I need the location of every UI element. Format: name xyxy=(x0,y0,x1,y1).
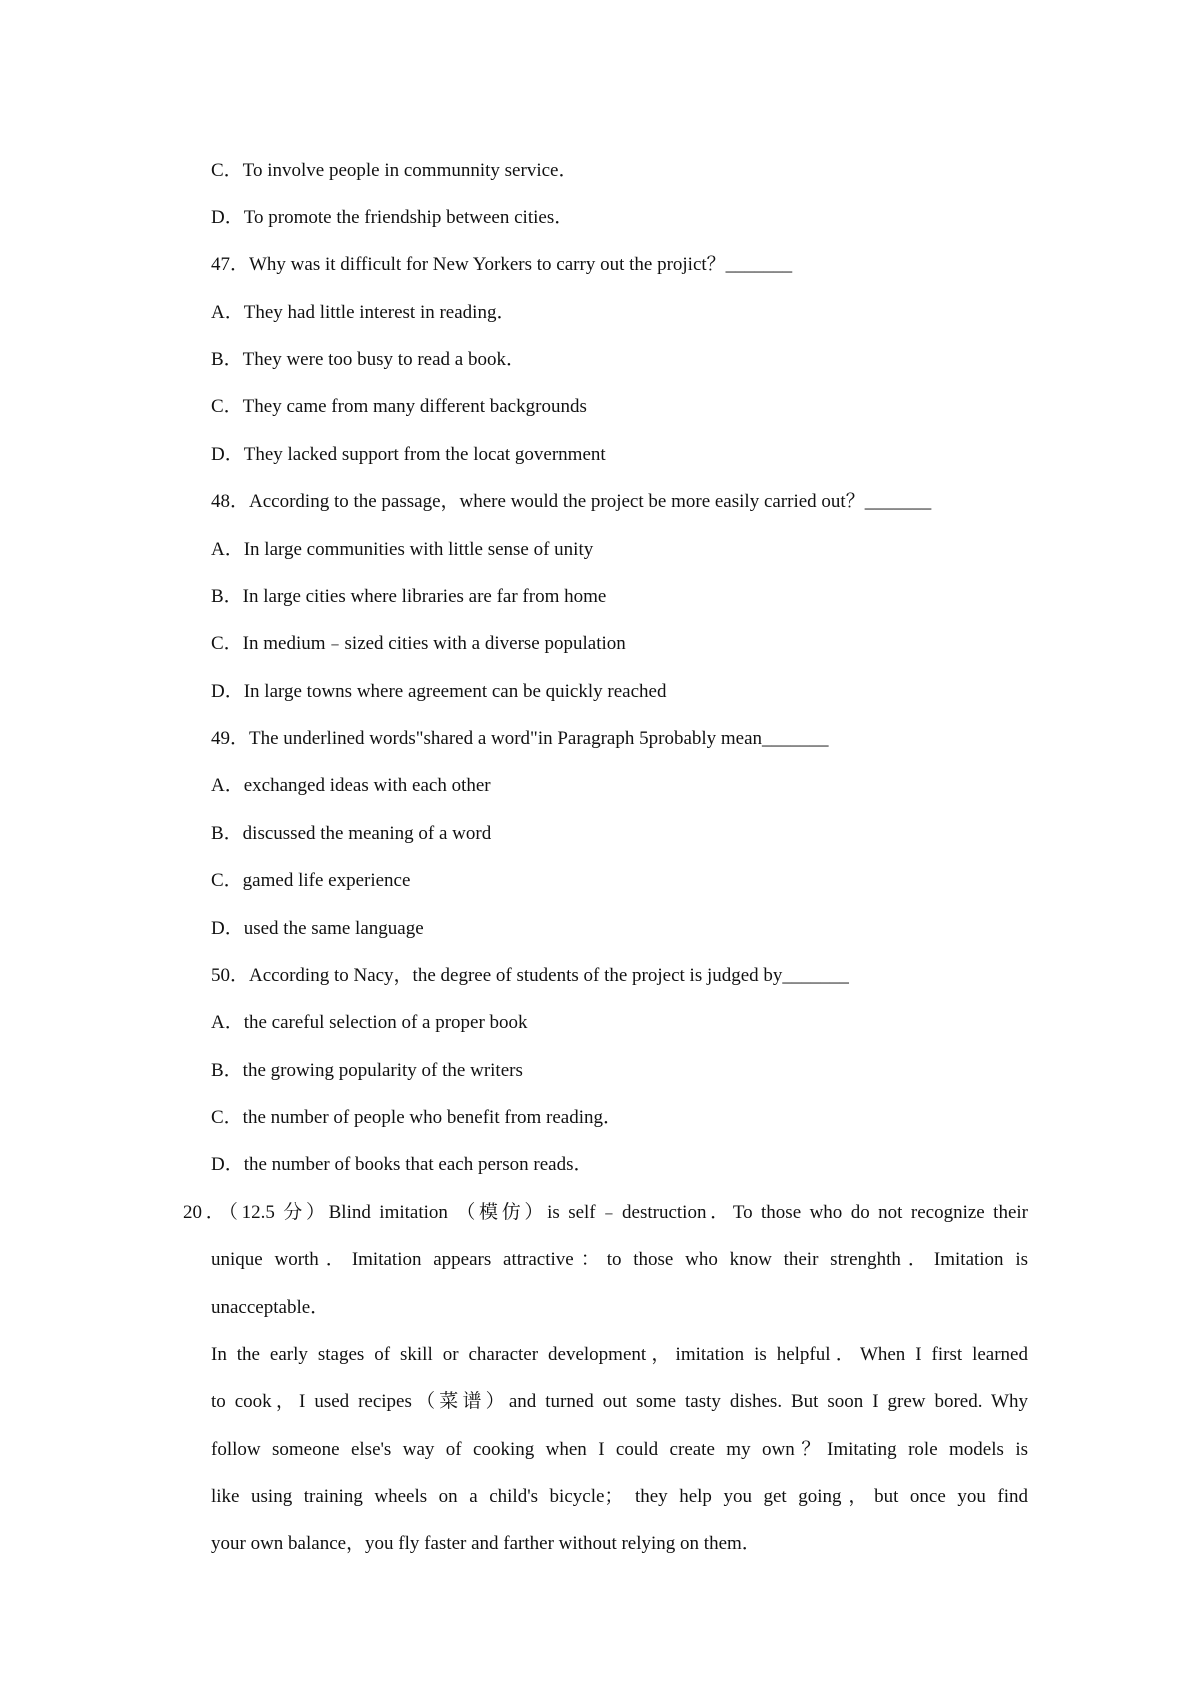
q20-line-1: 20．（12.5 分）Blind imitation （模仿）is self﹣destruction．To those who do not recognize their xyxy=(183,1202,1028,1223)
q47-option-a: A．They had little interest in reading． xyxy=(211,302,516,323)
q49-option-d: D．used the same language xyxy=(211,918,424,939)
q46-option-c: C．To involve people in communnity service． xyxy=(211,160,578,181)
q48-stem: 48．According to the passage，where would the project be more easily carried out？_______ xyxy=(211,491,932,512)
q20-paragraph-2-line-2: to cook，I used recipes（菜谱）and turned out some tasty dishes. But soon I grew bored. Why xyxy=(211,1391,1028,1412)
q20-paragraph-2-line-3: follow someone else's way of cooking when I could create my own？Imitating role models is xyxy=(211,1439,1028,1460)
q50-option-c: C．the number of people who benefit from reading． xyxy=(211,1107,623,1128)
q20-line-2: unique worth．Imitation appears attractive：to those who know their strenghth．Imitation is xyxy=(211,1249,1028,1270)
q20-paragraph-2-line-5: your own balance，you fly faster and farther without relying on them． xyxy=(211,1533,761,1554)
q20-line-3: unacceptable． xyxy=(211,1297,330,1318)
q50-option-d: D．the number of books that each person reads． xyxy=(211,1154,593,1175)
q49-stem: 49．The underlined words"shared a word"in Paragraph 5probably mean_______ xyxy=(211,728,829,749)
q48-option-c: C．In medium﹣sized cities with a diverse population xyxy=(211,633,626,654)
q49-option-a: A．exchanged ideas with each other xyxy=(211,775,491,796)
q50-option-b: B．the growing popularity of the writers xyxy=(211,1060,523,1081)
q47-option-c: C．They came from many different backgrounds xyxy=(211,396,587,417)
q48-option-b: B．In large cities where libraries are far from home xyxy=(211,586,607,607)
q49-option-b: B．discussed the meaning of a word xyxy=(211,823,492,844)
q20-paragraph-2-line-4: like using training wheels on a child's bicycle； they help you get going，but once you find xyxy=(211,1486,1028,1507)
q20-paragraph-2-line-1: In the early stages of skill or character development，imitation is helpful．When I first learned xyxy=(211,1344,1028,1365)
q48-option-a: A．In large communities with little sense of unity xyxy=(211,539,594,560)
q48-option-d: D．In large towns where agreement can be quickly reached xyxy=(211,681,667,702)
q47-option-b: B．They were too busy to read a book． xyxy=(211,349,525,370)
q50-stem: 50．According to Nacy，the degree of students of the project is judged by_______ xyxy=(211,965,849,986)
q47-stem: 47．Why was it difficult for New Yorkers to carry out the projict？_______ xyxy=(211,254,793,275)
q49-option-c: C．gamed life experience xyxy=(211,870,411,891)
q50-option-a: A．the careful selection of a proper book xyxy=(211,1012,528,1033)
q46-option-d: D．To promote the friendship between cities． xyxy=(211,207,574,228)
q47-option-d: D．They lacked support from the locat government xyxy=(211,444,606,465)
